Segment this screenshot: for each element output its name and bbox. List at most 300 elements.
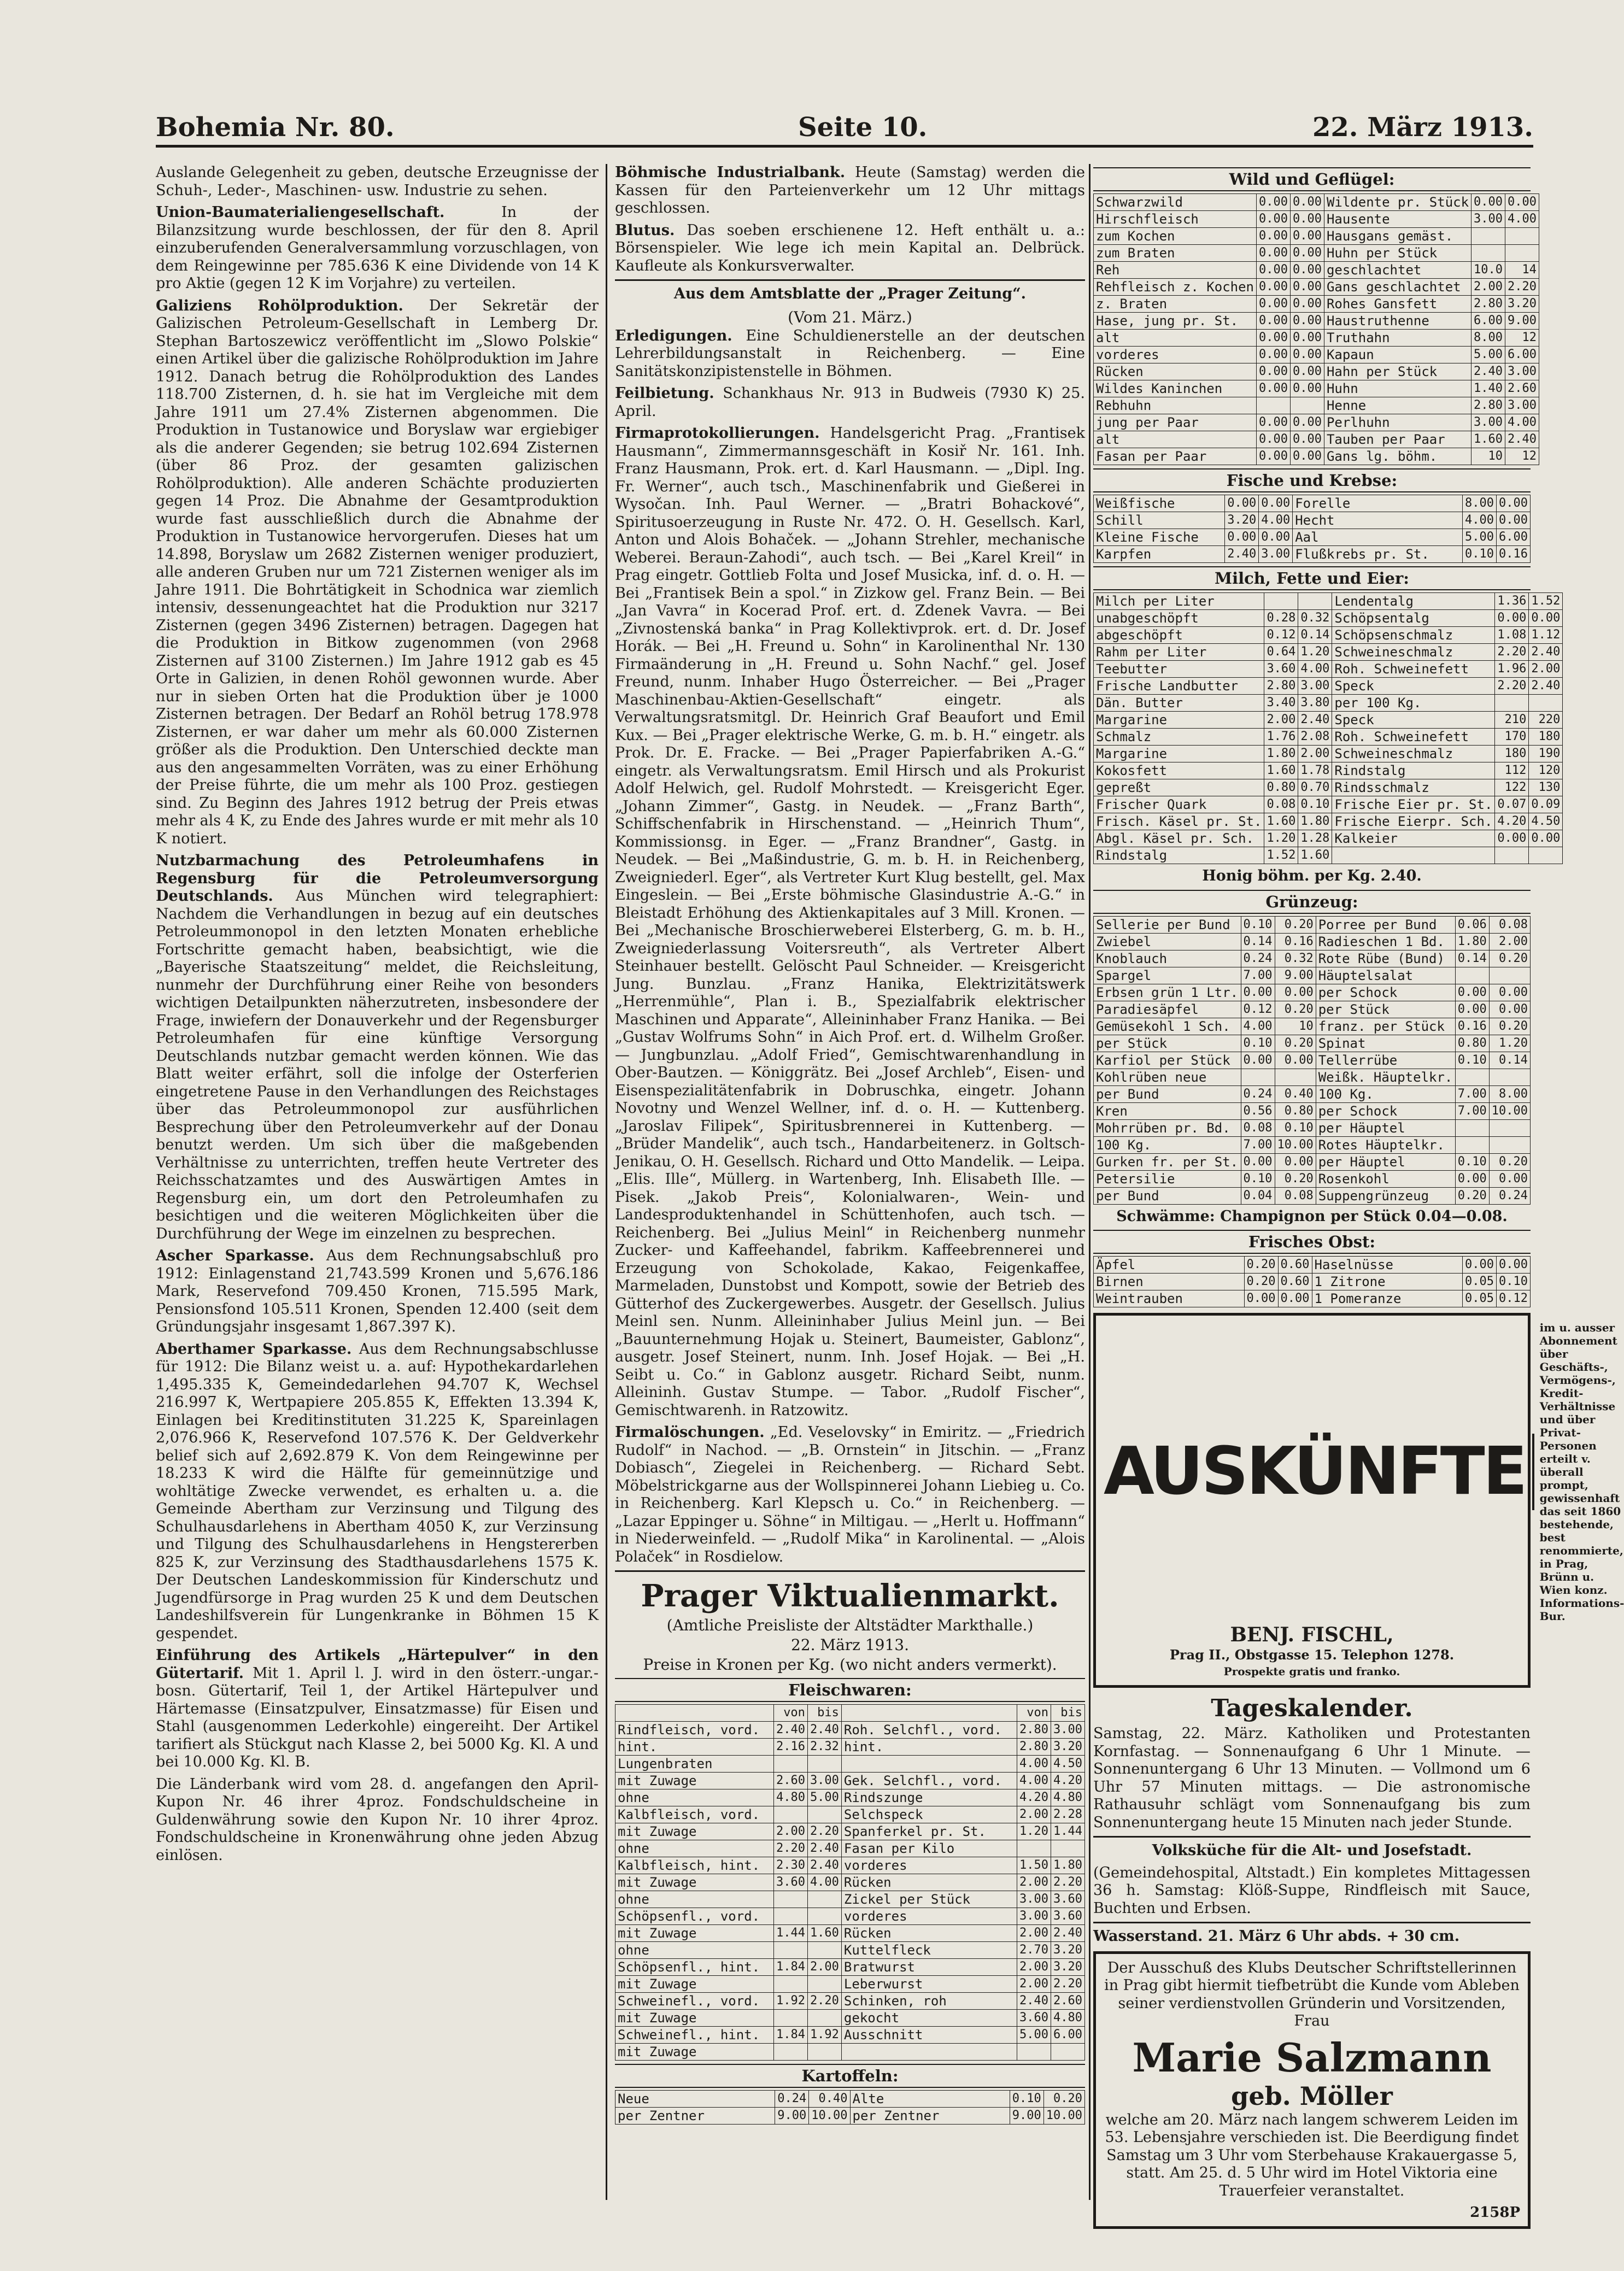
table-row [1094, 1187, 1531, 1204]
item-name-cell: 100 Kg. [1316, 1085, 1455, 1102]
article-heading: Galiziens Rohölproduktion. [156, 297, 403, 314]
price-cell [1017, 1840, 1051, 1857]
price-cell: 4.00 [807, 1874, 841, 1891]
price-cell [1051, 1840, 1085, 1857]
item-name-cell: Dän. Butter [1094, 695, 1264, 712]
item-name-cell: Radieschen 1 Bd. [1316, 933, 1455, 950]
price-cell: 1.44 [1051, 1823, 1085, 1840]
newspaper-title: Bohemia Nr. 80. [156, 112, 395, 143]
table-title: Wild und Geflügel: [1093, 167, 1531, 191]
price-cell: 1.80 [1051, 1857, 1085, 1874]
price-cell [807, 2044, 841, 2061]
item-name-cell: Gans geschlachtet [1324, 279, 1471, 296]
item-name-cell: Hase, jung pr. St. [1094, 313, 1257, 330]
price-cell [773, 1806, 807, 1823]
price-cell: 1.78 [1298, 762, 1332, 779]
item-name-cell: Rindfleisch, vord. [615, 1722, 774, 1739]
price-cell [1241, 1069, 1275, 1085]
item-name-cell: Huhn [1324, 380, 1471, 397]
price-cell [807, 1756, 841, 1773]
price-cell: 4.20 [1017, 1789, 1051, 1806]
table-row [615, 1959, 1085, 1976]
item-name-cell: Flußkrebs pr. St. [1293, 546, 1463, 563]
item-name-cell: Schweinefl., hint. [615, 2027, 774, 2044]
item-name-cell: Bratwurst [841, 1959, 1017, 1976]
item-name-cell: Kuttelfleck [841, 1942, 1017, 1959]
price-cell: 0.00 [1290, 228, 1324, 245]
price-cell [773, 1942, 807, 1959]
price-cell: 4.80 [1051, 1789, 1085, 1806]
price-cell: 1.60 [807, 1925, 841, 1942]
price-cell: 0.14 [1298, 627, 1332, 644]
item-name-cell: Schweineschmalz [1332, 746, 1495, 762]
article-heading: Union-Baumaterialiengesellschaft. [156, 204, 445, 221]
obituary-body: welche am 20. März nach langem schwerem Leiden im 53. Lebensjahre verschieden ist. Die Beerdigung findet Samstag um 3 Uhr vom Sterbehause Krakauergasse 5, statt. Am 25. d. 5 Uhr wird im Hotel Viktoria eine Trauerfeier veranstaltet. [1105, 2111, 1519, 2199]
price-cell: 0.00 [1290, 194, 1324, 211]
price-cell: 0.00 [1256, 330, 1290, 347]
column-middle [615, 164, 1085, 2200]
price-cell: 0.24 [1241, 1085, 1275, 1102]
item-name-cell: Aal [1293, 529, 1463, 546]
price-cell: 9.00 [775, 2108, 809, 2125]
obituary-intro: Der Ausschuß des Klubs Deutscher Schriftstellerinnen in Prag gibt hiermit tiefbetrübt die Kunde vom Ableben seiner verdienstvollen Gründerin und Vorsitzenden, Frau [1104, 1959, 1520, 2029]
article [156, 1247, 599, 1336]
table-row [1094, 546, 1531, 563]
price-cell: 0.00 [1290, 431, 1324, 448]
soup-kitchen-text: (Gemeindehospital, Altstadt.) Ein kompletes Mittagessen 36 h. Samstag: Klöß-Suppe, Rindfleisch mit Sauce, Buchten und Erbsen. [1093, 1864, 1531, 1917]
item-name-cell: Rindstalg [1094, 847, 1264, 864]
item-name-cell: Tauben per Paar [1324, 431, 1471, 448]
table-row [615, 1840, 1085, 1857]
table-row [1094, 194, 1539, 211]
price-cell: 2.20 [807, 1993, 841, 2010]
price-cell: 4.00 [1505, 414, 1539, 431]
item-name-cell: Petersilie [1094, 1170, 1241, 1187]
table-row [1094, 830, 1563, 847]
price-cell: 3.00 [1017, 1908, 1051, 1925]
item-name-cell: Leberwurst [841, 1976, 1017, 1993]
item-name-cell: alt [1094, 330, 1257, 347]
obituary-born: geb. Möller [1231, 2081, 1393, 2111]
item-name-cell: Hirschfleisch [1094, 211, 1257, 228]
table-row [1094, 933, 1531, 950]
item-name-cell: Lungenbraten [615, 1756, 774, 1773]
item-name-cell: Henne [1324, 397, 1471, 414]
price-cell: 1.60 [1264, 813, 1298, 830]
price-cell: 0.00 [1455, 1001, 1489, 1018]
table-row [1094, 1136, 1531, 1153]
price-cell: 7.00 [1455, 1085, 1489, 1102]
price-cell: 0.56 [1241, 1102, 1275, 1119]
price-table-gruen [1093, 916, 1531, 1205]
price-cell [773, 1756, 807, 1773]
price-cell: 2.40 [1225, 546, 1259, 563]
price-cell: 1.60 [1298, 847, 1332, 864]
price-cell [807, 1908, 841, 1925]
price-cell: 0.06 [1455, 916, 1489, 933]
item-name-cell: Karfiol per Stück [1094, 1052, 1241, 1069]
price-cell: 0.24 [775, 2091, 809, 2108]
price-cell: 4.00 [1298, 661, 1332, 678]
table-row [1094, 296, 1539, 313]
table-row [615, 1925, 1085, 1942]
table-row [615, 1891, 1085, 1908]
water-level: Wasserstand. 21. März 6 Uhr abds. + 30 cm. [1093, 1928, 1460, 1945]
price-cell: 2.70 [1017, 1942, 1051, 1959]
table-row [1094, 363, 1539, 380]
item-name-cell: hint. [841, 1739, 1017, 1756]
item-name-cell: Schöpsenschmalz [1332, 627, 1495, 644]
article-body: Heute (Samstag) werden die Kassen für den Parteienverkehr um 12 Uhr mittags geschlossen. [615, 164, 1085, 216]
price-cell [807, 1806, 841, 1823]
price-cell: 0.00 [1455, 1170, 1489, 1187]
item-name-cell: mit Zuwage [615, 2044, 774, 2061]
article-heading: Blutus. [615, 221, 675, 239]
price-cell: 0.10 [1275, 1119, 1316, 1136]
price-cell: 0.00 [1497, 1257, 1531, 1274]
price-cell: 3.00 [1051, 1722, 1085, 1739]
table-row [1094, 245, 1539, 262]
table-row [1094, 1257, 1531, 1274]
item-name-cell: vorderes [841, 1857, 1017, 1874]
article-body: „Ed. Veselovsky“ in Emiritz. — „Friedrich Rudolf“ in Nachod. — „B. Ornstein“ in Jitschin. — „Franz Dobiasch“, Ziegelei in Reichenberg. — Richard Sebt. Möbelstrickgarne aus der Wollspinnerei Johann Liebieg u. Co. in Reichenberg. Karl Klepsch u. Co.“ in Reichenberg. — „Lazar Eppinger u. Söhne“ in Miltigau. — „Herlt u. Hoffmann“ in Niederweinfeld. — „Rudolf Mika“ in Karolinental. — „Alois Polaček“ in Rosdielow. [615, 1424, 1085, 1565]
price-cell: 0.00 [1278, 1290, 1312, 1307]
price-cell [1455, 1136, 1489, 1153]
price-cell: 4.00 [1505, 211, 1539, 228]
table-row [1094, 1274, 1531, 1290]
price-cell: 3.20 [1051, 1942, 1085, 1959]
table-row [1094, 211, 1539, 228]
price-cell: 3.60 [1017, 2010, 1051, 2027]
table-title: Kartoffeln: [615, 2064, 1085, 2088]
price-table-fisch [1093, 495, 1531, 563]
table-row [1094, 529, 1531, 546]
price-cell [1298, 593, 1332, 610]
price-cell: 0.00 [1241, 984, 1275, 1001]
table-row [1094, 313, 1539, 330]
article [156, 852, 599, 1243]
item-name-cell: Rindstalg [1332, 762, 1495, 779]
price-cell: 1.08 [1495, 627, 1529, 644]
price-cell: 2.40 [807, 1722, 841, 1739]
column-right [1093, 164, 1624, 2221]
item-name-cell: Weißk. Häuptelkr. [1316, 1069, 1455, 1085]
table-row [1094, 1018, 1531, 1035]
item-name-cell: per Stück [1094, 1035, 1241, 1052]
divider [615, 279, 1085, 281]
item-name-cell: Erbsen grün 1 Ltr. [1094, 984, 1241, 1001]
divider [615, 1570, 1085, 1572]
price-cell: 0.00 [1244, 1290, 1278, 1307]
price-cell: 0.00 [1505, 194, 1539, 211]
item-name-cell: Teebutter [1094, 661, 1264, 678]
price-cell: 5.00 [1017, 2027, 1051, 2044]
item-name-cell: Rindszunge [841, 1789, 1017, 1806]
price-cell: 4.20 [1051, 1773, 1085, 1789]
price-cell: 3.20 [1051, 1739, 1085, 1756]
price-cell: 2.00 [1017, 1976, 1051, 1993]
price-cell: 0.10 [1497, 1274, 1531, 1290]
price-cell: 0.00 [1455, 984, 1489, 1001]
item-name-cell: Selchspeck [841, 1806, 1017, 1823]
price-cell: 210 [1495, 712, 1529, 729]
price-cell: 12 [1505, 330, 1539, 347]
price-cell: 0.00 [1290, 296, 1324, 313]
item-name-cell: Kalbfleisch, vord. [615, 1806, 774, 1823]
price-cell: 0.00 [1241, 1052, 1275, 1069]
item-name-cell: Schweineschmalz [1332, 644, 1495, 661]
item-name-cell: Häuptelsalat [1316, 967, 1455, 984]
price-cell: 3.00 [1505, 363, 1539, 380]
price-cell: 3.00 [1259, 546, 1293, 563]
table-row [1094, 512, 1531, 529]
price-cell [1264, 593, 1298, 610]
table-header-cell [615, 1705, 774, 1722]
price-cell: 1.92 [773, 1993, 807, 2010]
price-cell: 2.16 [773, 1739, 807, 1756]
price-cell [1489, 1119, 1530, 1136]
obituary-code: 2158P [1470, 2204, 1520, 2221]
item-name-cell: Frischer Quark [1094, 796, 1264, 813]
item-name-cell: Kohlrüben neue [1094, 1069, 1241, 1085]
price-cell: 0.20 [1244, 1274, 1278, 1290]
item-name-cell: Hausgans gemäst. [1324, 228, 1471, 245]
price-cell: 2.20 [1505, 279, 1539, 296]
price-cell: 0.20 [1244, 1257, 1278, 1274]
price-cell: 2.30 [773, 1857, 807, 1874]
price-cell [773, 1908, 807, 1925]
table-row [1094, 712, 1563, 729]
table-row [1094, 228, 1539, 245]
item-name-cell: Margarine [1094, 712, 1264, 729]
price-cell: 5.00 [807, 1789, 841, 1806]
table-row [615, 1722, 1085, 1739]
price-cell: 2.80 [1017, 1722, 1051, 1739]
price-cell: 0.00 [1290, 211, 1324, 228]
price-cell: 0.00 [1495, 610, 1529, 627]
table-row [1094, 762, 1563, 779]
price-cell: 0.10 [1010, 2091, 1043, 2108]
price-cell: 0.20 [1043, 2091, 1084, 2108]
advertisement-auskuenfte [1093, 1313, 1624, 1688]
item-name-cell: mit Zuwage [615, 1823, 774, 1840]
item-name-cell: Neue [615, 2091, 775, 2108]
table-row [1094, 397, 1539, 414]
price-cell [1489, 1136, 1530, 1153]
item-name-cell: Schweinefl., vord. [615, 1993, 774, 2010]
price-cell: 4.80 [773, 1789, 807, 1806]
price-cell: 0.20 [1489, 1018, 1530, 1035]
calendar-title: Tageskalender. [1211, 1694, 1413, 1722]
price-cell: 0.00 [1256, 414, 1290, 431]
price-cell: 0.80 [1275, 1102, 1316, 1119]
price-cell: 1.96 [1495, 661, 1529, 678]
price-cell: 1.92 [807, 2027, 841, 2044]
table-row [615, 1739, 1085, 1756]
table-row [615, 1908, 1085, 1925]
ad-note: Prospekte gratis und franko. [1223, 1665, 1400, 1678]
item-name-cell: Gans lg. böhm. [1324, 448, 1471, 465]
price-cell: 0.64 [1264, 644, 1298, 661]
price-cell [1505, 228, 1539, 245]
item-name-cell: geschlachtet [1324, 262, 1471, 279]
price-cell: 3.60 [1051, 1891, 1085, 1908]
price-cell [1489, 967, 1530, 984]
price-cell: 0.80 [1264, 779, 1298, 796]
price-cell: 4.00 [1259, 512, 1293, 529]
article-body: Das soeben erschienene 12. Heft enthält u. a.: Börsenspieler. Wie lege ich mein Kapital an. Delbrück. Kaufleute als Konkursverwalter. [615, 221, 1086, 274]
price-cell: 1.20 [1489, 1035, 1530, 1052]
price-cell: 0.00 [1529, 610, 1563, 627]
table-body [1094, 194, 1539, 465]
item-name-cell: Kalkeier [1332, 830, 1495, 847]
table-row [1094, 729, 1563, 746]
item-name-cell: Gek. Selchfl., vord. [841, 1773, 1017, 1789]
price-cell: 3.20 [1505, 296, 1539, 313]
article [156, 204, 599, 293]
price-cell: 0.00 [1275, 984, 1316, 1001]
price-cell [1505, 245, 1539, 262]
item-name-cell: per Schock [1316, 1102, 1455, 1119]
item-name-cell: per Häuptel [1316, 1119, 1455, 1136]
item-name-cell: Weintrauben [1094, 1290, 1245, 1307]
item-name-cell: 100 Kg. [1094, 1136, 1241, 1153]
price-cell: 0.10 [1241, 916, 1275, 933]
mushroom-price: Schwämme: Champignon per Stück 0.04—0.08. [1116, 1207, 1508, 1225]
table-row [615, 1942, 1085, 1959]
price-cell: 4.00 [1241, 1018, 1275, 1035]
price-cell: 0.24 [1241, 950, 1275, 967]
price-cell: 1.60 [1264, 762, 1298, 779]
obituary-name: Marie Salzmann [1132, 2034, 1492, 2081]
price-cell: 0.20 [1275, 916, 1316, 933]
page-number: Seite 10. [798, 112, 928, 143]
table-header-cell: bis [807, 1705, 841, 1722]
price-cell: 3.20 [1225, 512, 1259, 529]
price-cell: 10.00 [809, 2108, 850, 2125]
price-cell: 2.40 [1017, 1993, 1051, 2010]
table-row [1094, 813, 1563, 830]
price-cell: 8.00 [1471, 330, 1505, 347]
item-name-cell: Roh. Selchfl., vord. [841, 1722, 1017, 1739]
price-cell: 6.00 [1505, 347, 1539, 363]
price-cell: 0.07 [1495, 796, 1529, 813]
table-row [1094, 1085, 1531, 1102]
price-cell: 5.00 [1471, 347, 1505, 363]
item-name-cell: Frische Eier pr. St. [1332, 796, 1495, 813]
item-name-cell: Rohes Gansfett [1324, 296, 1471, 313]
item-name-cell: ohne [615, 1789, 774, 1806]
item-name-cell: Wildente pr. Stück [1324, 194, 1471, 211]
item-name-cell: Schwarzwild [1094, 194, 1257, 211]
price-cell: 0.20 [1489, 1153, 1530, 1170]
divider [1093, 1836, 1531, 1838]
table-body [615, 2091, 1085, 2125]
soup-kitchen-title: Volksküche für die Alt- und Josefstadt. [1152, 1842, 1472, 1859]
item-name-cell: Schmalz [1094, 729, 1264, 746]
item-name-cell: ohne [615, 1891, 774, 1908]
item-name-cell: hint. [615, 1739, 774, 1756]
price-cell: 2.28 [1051, 1806, 1085, 1823]
price-cell [1529, 847, 1563, 864]
price-cell: 1.80 [1298, 813, 1332, 830]
article-heading: Nutzbarmachung des Petroleumhafens in Regensburg für die Petroleumversorgung Deutschlands. [156, 852, 599, 905]
price-cell: 0.00 [1529, 830, 1563, 847]
item-name-cell: Alte [850, 2091, 1010, 2108]
table-row [1094, 967, 1531, 984]
item-name-cell: Haselnüsse [1312, 1257, 1463, 1274]
item-name-cell: mit Zuwage [615, 1874, 774, 1891]
price-cell: 6.00 [1471, 313, 1505, 330]
price-cell: 0.00 [1256, 279, 1290, 296]
article-body: In der Bilanzsitzung wurde beschlossen, der für den 8. April einzuberufenden Generalversammlung vorzuschlagen, von dem Reingewinne per 785.636 K eine Dividende von 14 K pro Aktie (gegen 12 K im Vorjahre) zu verteilen. [156, 204, 599, 292]
table-body [1094, 593, 1563, 864]
table-title: Fische und Krebse: [1093, 468, 1531, 492]
table-row [1094, 796, 1563, 813]
price-cell: 122 [1495, 779, 1529, 796]
table-row [1094, 593, 1563, 610]
price-cell: 2.80 [1264, 678, 1298, 695]
price-cell: 5.00 [1463, 529, 1497, 546]
table-row [1094, 1170, 1531, 1187]
item-name-cell: Sellerie per Bund [1094, 916, 1241, 933]
table-row [1094, 644, 1563, 661]
item-name-cell: franz. per Stück [1316, 1018, 1455, 1035]
price-cell: 0.10 [1241, 1170, 1275, 1187]
item-name-cell: mit Zuwage [615, 2010, 774, 2027]
price-cell: 10.0 [1471, 262, 1505, 279]
price-cell: 6.00 [1497, 529, 1531, 546]
price-cell: 0.10 [1298, 796, 1332, 813]
price-cell: 0.60 [1278, 1274, 1312, 1290]
price-cell: 8.00 [1489, 1085, 1530, 1102]
table-row [1094, 627, 1563, 644]
price-cell: 1.12 [1529, 627, 1563, 644]
price-cell: 0.00 [1225, 529, 1259, 546]
price-cell: 0.00 [1471, 194, 1505, 211]
table-row [1094, 779, 1563, 796]
item-name-cell: Frische Eierpr. Sch. [1332, 813, 1495, 830]
item-name-cell: vorderes [841, 1908, 1017, 1925]
price-cell: 2.80 [1471, 296, 1505, 313]
price-cell: 2.00 [1298, 746, 1332, 762]
price-table-milch [1093, 592, 1563, 864]
price-cell [1455, 967, 1489, 984]
price-table-obst [1093, 1256, 1531, 1307]
price-cell: 3.00 [1471, 211, 1505, 228]
item-name-cell: Haustruthenne [1324, 313, 1471, 330]
article-heading: Ascher Sparkasse. [156, 1247, 314, 1264]
item-name-cell: per Zentner [850, 2108, 1010, 2125]
item-name-cell: Kren [1094, 1102, 1241, 1119]
price-cell: 0.28 [1264, 610, 1298, 627]
price-cell: 3.60 [1051, 1908, 1085, 1925]
price-cell: 2.40 [1505, 431, 1539, 448]
price-cell: 0.14 [1241, 933, 1275, 950]
item-name-cell: Schinken, roh [841, 1993, 1017, 2010]
price-cell: 0.00 [1256, 380, 1290, 397]
section-heading: Aus dem Amtsblatte der „Prager Zeitung“. [673, 285, 1027, 302]
table-title: Milch, Fette und Eier: [1093, 566, 1531, 590]
price-cell: 3.00 [1298, 678, 1332, 695]
price-cell: 0.10 [1463, 546, 1497, 563]
price-cell [1290, 397, 1324, 414]
price-cell: 4.00 [1463, 512, 1497, 529]
price-cell: 8.00 [1463, 495, 1497, 512]
price-cell: 0.09 [1529, 796, 1563, 813]
price-cell: 4.00 [1017, 1773, 1051, 1789]
price-cell: 2.00 [773, 1823, 807, 1840]
